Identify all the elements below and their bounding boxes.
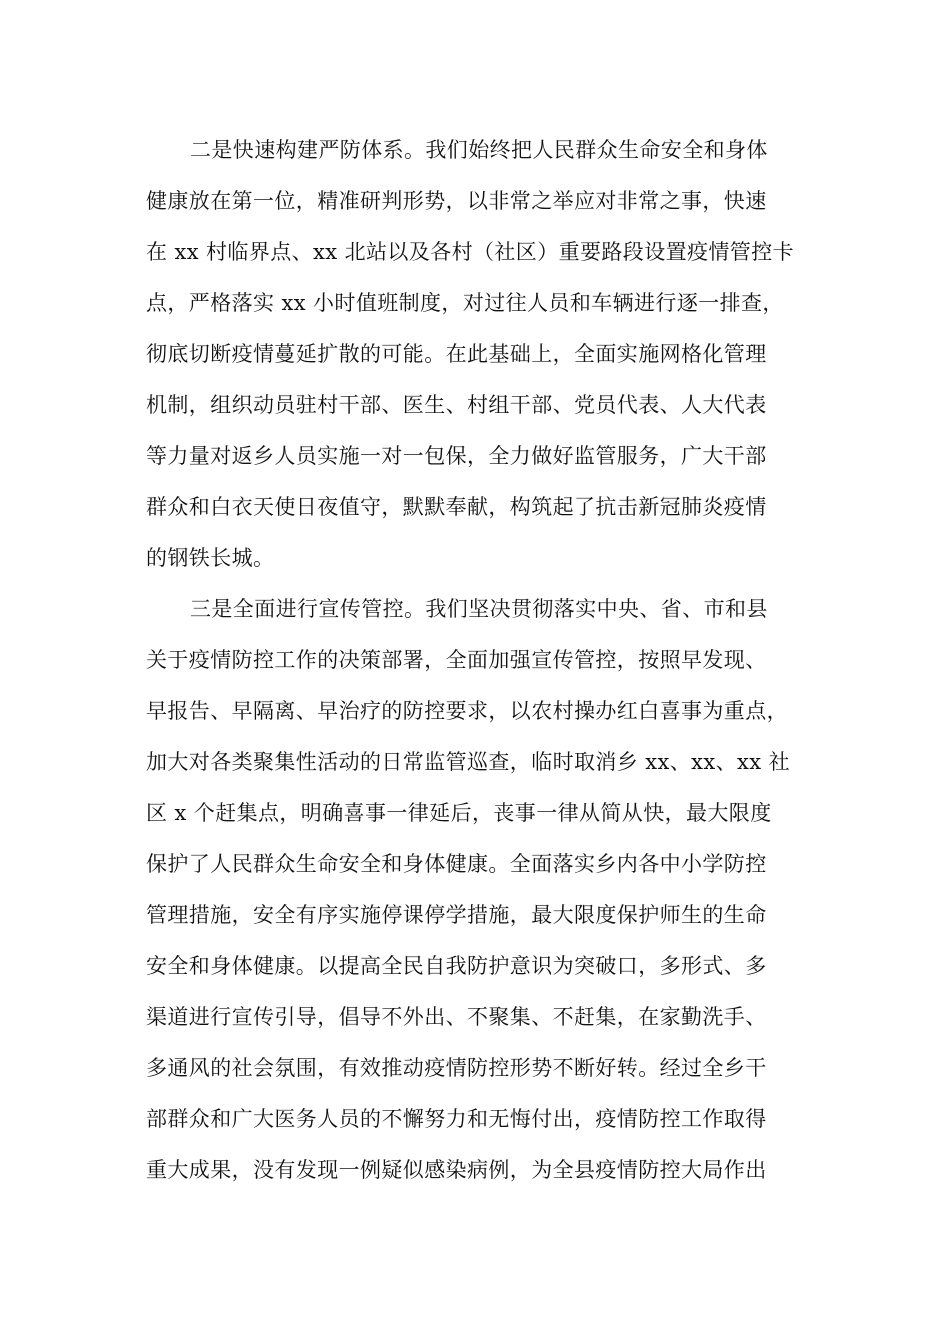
- text-line: 在 xx 村临界点、xx 北站以及各村（社区）重要路段设置疫情管控卡: [146, 240, 794, 264]
- text-line: 加大对各类聚集性活动的日常监管巡查，临时取消乡 xx、xx、xx 社: [146, 750, 791, 774]
- text-line: 重大成果，没有发现一例疑似感染病例，为全县疫情防控大局作出: [146, 1158, 767, 1182]
- text-line: 安全和身体健康。以提高全民自我防护意识为突破口，多形式、多: [146, 954, 767, 978]
- text-line: 机制，组织动员驻村干部、医生、村组干部、党员代表、人大代表: [146, 393, 767, 417]
- text-line: 多通风的社会氛围，有效推动疫情防控形势不断好转。经过全乡干: [146, 1056, 767, 1080]
- text-line: 的钢铁长城。: [146, 546, 275, 570]
- text-line: 早报告、早隔离、早治疗的防控要求，以农村操办红白喜事为重点，: [146, 699, 788, 723]
- text-line: 群众和白衣天使日夜值守，默默奉献，构筑起了抗击新冠肺炎疫情: [146, 495, 767, 519]
- text-line: 部群众和广大医务人员的不懈努力和无悔付出，疫情防控工作取得: [146, 1107, 767, 1131]
- text-line: 点，严格落实 xx 小时值班制度，对过往人员和车辆进行逐一排查，: [146, 291, 784, 315]
- text-line: 关于疫情防控工作的决策部署，全面加强宣传管控，按照早发现、: [146, 648, 767, 672]
- text-line: 彻底切断疫情蔓延扩散的可能。在此基础上，全面实施网格化管理: [146, 342, 767, 366]
- text-line: 健康放在第一位，精准研判形势，以非常之举应对非常之事，快速: [146, 189, 767, 213]
- text-line: 区 x 个赶集点，明确喜事一律延后，丧事一律从简从快，最大限度: [146, 801, 772, 825]
- text-line: 渠道进行宣传引导，倡导不外出、不聚集、不赶集，在家勤洗手、: [146, 1005, 767, 1029]
- text-line: 等力量对返乡人员实施一对一包保，全力做好监管服务，广大干部: [146, 444, 767, 468]
- text-line: 管理措施，安全有序实施停课停学措施，最大限度保护师生的生命: [146, 903, 767, 927]
- text-line: 保护了人民群众生命安全和身体健康。全面落实乡内各中小学防控: [146, 852, 767, 876]
- text-line: 二是快速构建严防体系。我们始终把人民群众生命安全和身体: [190, 138, 768, 162]
- text-line: 三是全面进行宣传管控。我们坚决贯彻落实中央、省、市和县: [190, 597, 768, 621]
